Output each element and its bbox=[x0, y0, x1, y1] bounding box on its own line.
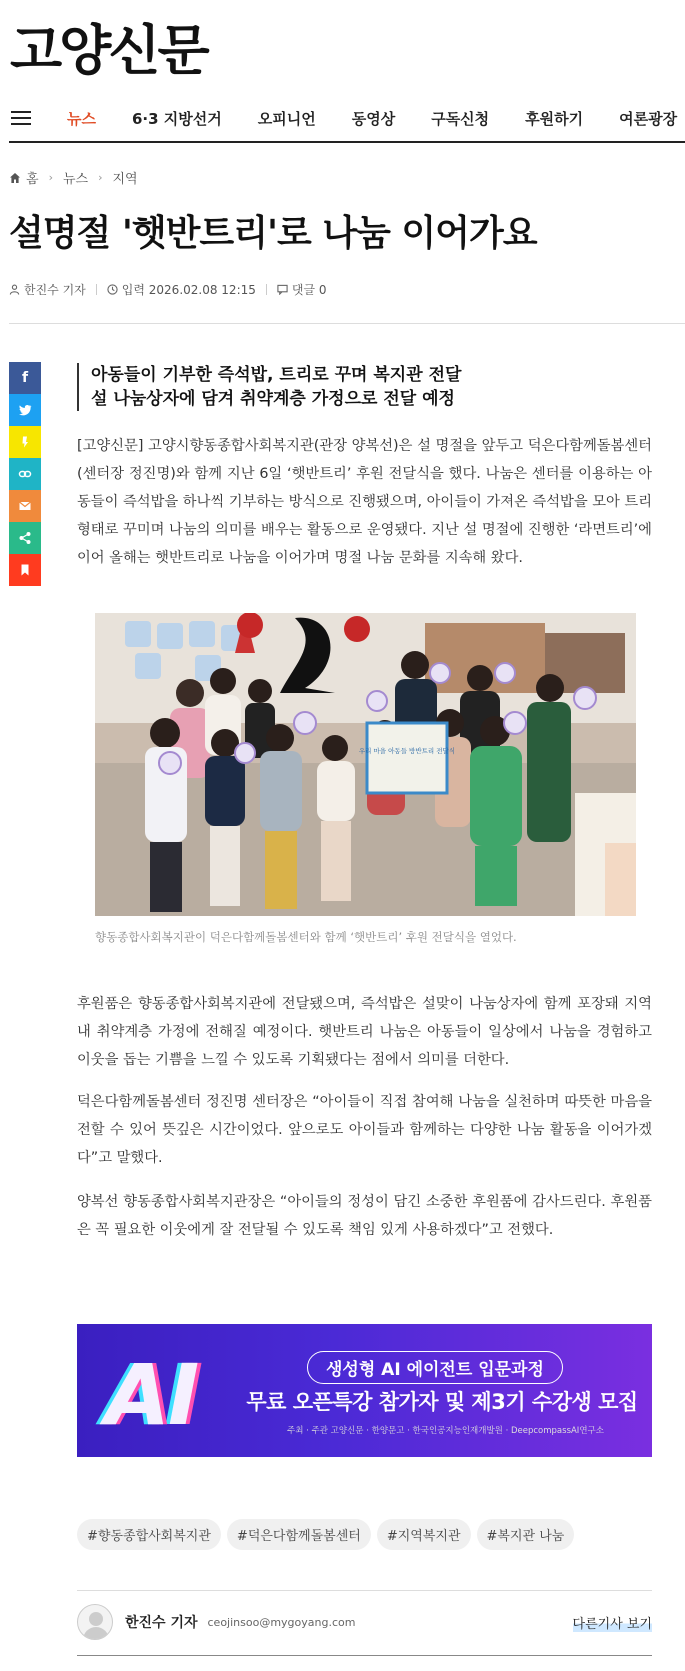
subhead-line-1: 아동들이 기부한 즉석밥, 트리로 꾸며 복지관 전달 bbox=[91, 365, 462, 385]
tag-list bbox=[77, 1519, 580, 1550]
article-subheadline bbox=[77, 363, 461, 411]
subhead-line-2: 설 나눔상자에 담겨 취약계층 가정으로 전달 예정 bbox=[91, 389, 455, 409]
nav-item-video[interactable]: 동영상 bbox=[351, 109, 396, 128]
home-icon bbox=[9, 172, 21, 184]
more-articles-link[interactable]: 다른기사 보기 bbox=[573, 1613, 652, 1632]
facebook-share-icon[interactable]: f bbox=[9, 362, 41, 394]
nav-item-forum[interactable]: 여론광장 bbox=[619, 109, 678, 128]
tag-item[interactable]: #지역복지관 bbox=[377, 1519, 471, 1550]
article-date: 입력 2026.02.08 12:15 bbox=[121, 283, 256, 297]
comment-icon bbox=[277, 284, 288, 295]
article-paragraph-3: 덕은다함께돌봄센터 정진명 센터장은 “아이들이 직접 참여해 나눔을 실천하며 따뜻한 마음을 전할 수 있어 뜻깊은 시간이었다. 앞으로도 아이들과 함께하는 다양한 나눔 활동을 이어가겠다”고 말했다. bbox=[77, 1094, 652, 1166]
clock-icon bbox=[107, 284, 118, 295]
chevron-right-icon: › bbox=[98, 171, 103, 184]
email-share-icon[interactable] bbox=[9, 490, 41, 522]
banner-pill: 생성형 AI 에이전트 입문과정 bbox=[307, 1351, 563, 1384]
breadcrumb-home[interactable]: 홈 bbox=[26, 172, 39, 187]
article-photo[interactable] bbox=[95, 613, 636, 916]
author-email[interactable]: ceojinsoo@mygoyang.com bbox=[207, 1615, 356, 1629]
nav-item-subscribe[interactable]: 구독신청 bbox=[431, 109, 490, 128]
bookmark-icon[interactable] bbox=[9, 554, 41, 586]
comment-count[interactable]: 댓글 0 bbox=[291, 283, 327, 297]
breadcrumb bbox=[9, 168, 138, 187]
divider bbox=[77, 1590, 652, 1591]
ad-banner[interactable] bbox=[77, 1324, 652, 1457]
tag-item[interactable]: #복지관 나눔 bbox=[477, 1519, 575, 1550]
share-bar bbox=[9, 362, 41, 586]
site-logo[interactable]: 고양신문 bbox=[10, 19, 207, 82]
photo-sign-text: 우리 마을 아동들 방반트리 전달식 bbox=[358, 747, 456, 755]
article-author[interactable]: 한진수 기자 bbox=[24, 283, 86, 297]
chevron-right-icon: › bbox=[48, 171, 53, 184]
main-nav bbox=[9, 95, 685, 143]
divider bbox=[77, 1655, 652, 1656]
divider bbox=[9, 323, 685, 324]
twitter-share-icon[interactable] bbox=[9, 394, 41, 426]
article-paragraph-2: 후원품은 향동종합사회복지관에 전달됐으며, 즉석밥은 설맞이 나눔상자에 함께 포장돼 지역 내 취약계층 가정에 전해질 예정이다. 햇반트리 나눔은 아동들이 일상에서 나눔을 경험하고 이웃을 돕는 기쁨을 느낄 수 있도록 기획됐다는 점에서 의미를 더한다. bbox=[77, 996, 652, 1068]
hamburger-menu-icon[interactable] bbox=[11, 111, 31, 125]
article-title: 설명절 '햇반트리'로 나눔 이어가요 bbox=[9, 213, 537, 254]
nav-item-opinion[interactable]: 오피니언 bbox=[257, 109, 316, 128]
photo-caption: 향동종합사회복지관이 덕은다함께돌봄센터와 함께 ‘햇반트리’ 후원 전달식을 열었다. bbox=[95, 930, 517, 944]
banner-ai-logo: AI bbox=[105, 1346, 198, 1444]
nav-item-election[interactable]: 6·3 지방선거 bbox=[131, 109, 222, 128]
share-icon[interactable] bbox=[9, 522, 41, 554]
article-paragraph-4: 양복선 향동종합사회복지관장은 “아이들의 정성이 담긴 소중한 후원품에 감사드린다. 후원품은 꼭 필요한 이웃에게 잘 전달될 수 있도록 책임 있게 사용하겠다”고 전했다. bbox=[77, 1194, 652, 1238]
avatar bbox=[77, 1604, 113, 1640]
breadcrumb-region[interactable]: 지역 bbox=[112, 172, 138, 187]
person-icon bbox=[9, 284, 20, 295]
breadcrumb-news[interactable]: 뉴스 bbox=[62, 172, 89, 187]
article-paragraph-1: [고양신문] 고양시향동종합사회복지관(관장 양복선)은 설 명절을 앞두고 덕은다함께돌봄센터(센터장 정진명)와 함께 지난 6일 ‘햇반트리’ 후원 전달식을 했다. 나눔은 센터를 이용하는 아동들이 즉석밥을 하나씩 기부하는 방식으로 진행됐으며, 아이들이 가져온 즉석밥을 모아 트리 형태로 꾸미며 나눔의 의미를 배우는 활동으로 운영됐다. 지난 설 명절에 진행한 ‘라면트리’에 이어 올해는 햇반트리로 나눔을 이어가며 명절 나눔 문화를 지속해 왔다. bbox=[77, 438, 652, 566]
author-box bbox=[77, 1604, 652, 1640]
nav-item-news[interactable]: 뉴스 bbox=[67, 109, 96, 128]
article-meta bbox=[9, 281, 327, 298]
tag-item[interactable]: #덕은다함께돌봄센터 bbox=[227, 1519, 371, 1550]
nav-item-donate[interactable]: 후원하기 bbox=[525, 109, 584, 128]
banner-sponsors: 주최 · 주관 고양신문 · 한양문고 · 한국인공지능인재개발원 · DeepcompassAI연구소 bbox=[287, 1426, 604, 1436]
author-name[interactable]: 한진수 기자 bbox=[125, 1615, 198, 1631]
link-share-icon[interactable] bbox=[9, 458, 41, 490]
banner-headline: 무료 오픈특강 참가자 및 제3기 수강생 모집 bbox=[246, 1390, 638, 1414]
kakaostory-share-icon[interactable] bbox=[9, 426, 41, 458]
tag-item[interactable]: #향동종합사회복지관 bbox=[77, 1519, 221, 1550]
